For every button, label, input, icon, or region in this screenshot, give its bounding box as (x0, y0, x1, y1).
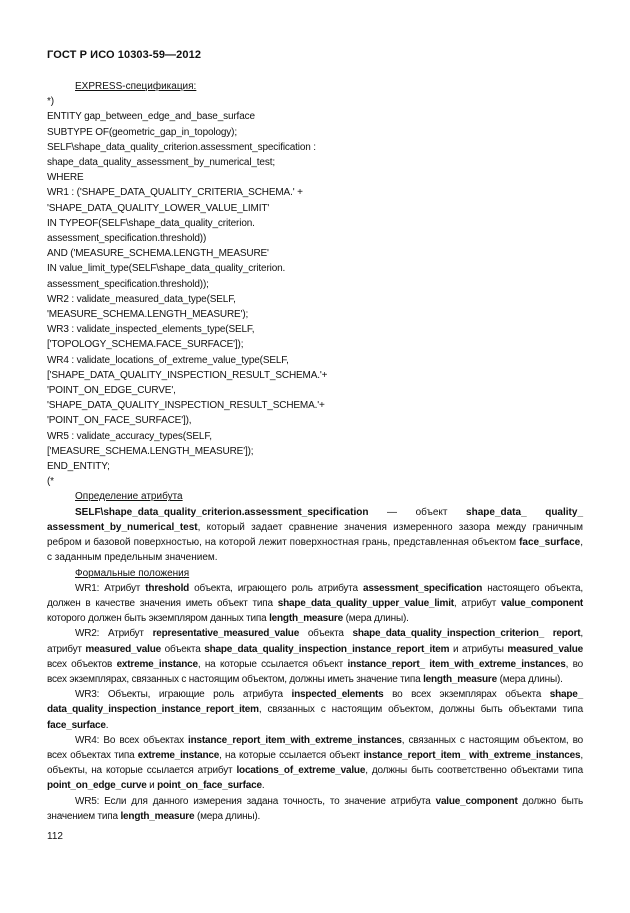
code-line: SUBTYPE OF(geometric_gap_in_topology); (47, 126, 237, 138)
text-run: — объект (368, 506, 467, 518)
term: measured_value (85, 643, 162, 655)
term: point_on_face_surface (157, 780, 262, 792)
term: instance_report_ item_with_extreme_instances (347, 658, 566, 670)
text-run: которого должен быть экземпляром данных типа (47, 613, 270, 625)
code-line: END_ENTITY; (47, 461, 110, 473)
code-line: shape_data_quality_assessment_by_numerical_test; (47, 157, 275, 169)
term: assessment_specification (362, 582, 483, 594)
text-run: , объекты, на которые ссылается атрибут (47, 749, 583, 777)
code-line: assessment_specification.threshold)) (47, 233, 207, 245)
attribute-definition-heading: Определение атрибута (75, 491, 183, 503)
term: measured_value (507, 643, 583, 655)
text-run: объекта (299, 628, 353, 640)
code-line: SELF\shape_data_quality_criterion.assessment_specification : (47, 141, 316, 153)
text-run: , который задает сравнение значения измеренного зазора между граничным ребром и базовой поверхностью, на которой лежит поверхностная грань, представленная объектом (47, 521, 583, 549)
code-line: WR5 : validate_accuracy_types(SELF, (47, 430, 212, 442)
code-line: 'POINT_ON_EDGE_CURVE', (47, 385, 176, 397)
text-run: (мера длины). (496, 673, 563, 685)
text-run: . (261, 780, 265, 792)
rule-wr1 (47, 581, 583, 627)
term: value_component (500, 597, 583, 609)
term: instance_report_item_with_extreme_instances (188, 734, 402, 746)
text-run: , связанных с настоящим объектом, во всех объектах типа (47, 734, 583, 761)
rule-wr5 (47, 794, 583, 824)
term: face_surface (47, 719, 106, 731)
text-run: , атрибут (47, 628, 583, 655)
code-line: ['TOPOLOGY_SCHEMA.FACE_SURFACE']); (47, 339, 244, 351)
rule-wr3 (47, 687, 583, 733)
term: face_surface (519, 537, 581, 549)
page-number: 112 (47, 831, 63, 842)
term: shape_data_quality_upper_value_limit (277, 597, 454, 609)
term: extreme_instance (116, 658, 198, 670)
term: SELF\shape_data_quality_criterion.assessment_specification (75, 506, 369, 518)
code-line: WR1 : ('SHAPE_DATA_QUALITY_CRITERIA_SCHEMA.' + (47, 187, 303, 199)
code-line: assessment_specification.threshold)); (47, 278, 209, 290)
rule-wr2 (47, 626, 583, 687)
text-run: всех объектов (47, 658, 117, 670)
text-run: WR2: Атрибут (75, 628, 153, 640)
code-line: 'SHAPE_DATA_QUALITY_LOWER_VALUE_LIMIT' (47, 202, 270, 214)
code-line: ENTITY gap_between_edge_and_base_surface (47, 111, 255, 123)
term: locations_of_extreme_value (236, 765, 366, 777)
term: extreme_instance (137, 749, 220, 761)
term: shape_data_quality_inspection_instance_report_item (204, 643, 450, 655)
text-run: настоящего объекта, должен в качестве значения иметь объект типа (47, 582, 583, 609)
code-line: AND ('MEASURE_SCHEMA.LENGTH_MEASURE' (47, 248, 269, 260)
code-line: 'MEASURE_SCHEMA.LENGTH_MEASURE'); (47, 309, 249, 321)
term: instance_report_item_ with_extreme_instances (363, 749, 581, 761)
text-run: и атрибуты (449, 643, 508, 655)
document-body (47, 79, 583, 824)
code-line: 'POINT_ON_FACE_SURFACE']), (47, 415, 192, 427)
text-run: , атрибут (453, 597, 501, 609)
text-run: WR3: Объекты, играющие роль атрибута (75, 689, 292, 701)
rule-wr4 (47, 733, 583, 794)
code-line: IN value_limit_type(SELF\shape_data_quality_criterion. (47, 263, 286, 275)
text-run: и (146, 780, 158, 792)
term: value_component (435, 795, 518, 807)
text-run: WR5: Если для данного измерения задана точность, то значение атрибута (75, 795, 436, 807)
term: length_measure (269, 613, 343, 625)
code-line: WR3 : validate_inspected_elements_type(SELF, (47, 324, 255, 336)
code-line: 'SHAPE_DATA_QUALITY_INSPECTION_RESULT_SCHEMA.'+ (47, 400, 325, 412)
express-code-block (47, 94, 583, 489)
code-line: WR2 : validate_measured_data_type(SELF, (47, 293, 236, 305)
code-line: ['MEASURE_SCHEMA.LENGTH_MEASURE']); (47, 445, 254, 457)
formal-propositions-heading: Формальные положения (75, 567, 190, 579)
text-run: , на которые ссылается объект (219, 749, 364, 761)
code-line: IN TYPEOF(SELF\shape_data_quality_criterion. (47, 217, 255, 229)
text-run: . (105, 719, 109, 731)
term: threshold (145, 582, 190, 594)
text-run: должно быть значением типа (47, 795, 583, 822)
term: inspected_elements (291, 689, 384, 701)
text-run: , во всех экземплярах, связанных с настоящим объектом, должны иметь значение типа (47, 658, 583, 685)
express-heading: EXPRESS-спецификация: (75, 81, 197, 92)
text-run: , с заданным предельным значением. (47, 537, 583, 564)
text-run: WR1: Атрибут (75, 582, 146, 594)
code-line: ['SHAPE_DATA_QUALITY_INSPECTION_RESULT_SCHEMA.'+ (47, 369, 328, 381)
text-run: WR4: Во всех объектах (75, 734, 189, 746)
document-header: ГОСТ Р ИСО 10303-59—2012 (47, 49, 202, 61)
term: shape_data_ quality_ assessment_by_numerical_test (47, 506, 584, 533)
text-run: (мера длины). (342, 613, 409, 625)
attribute-definition-paragraph (47, 505, 583, 566)
text-run: объекта, играющего роль атрибута (189, 582, 363, 594)
code-line: (* (47, 476, 54, 488)
code-line: WR4 : validate_locations_of_extreme_value_type(SELF, (47, 354, 289, 366)
text-run: объекта (161, 643, 205, 655)
code-line: WHERE (47, 172, 84, 184)
term: representative_measured_value (152, 628, 300, 640)
text-run: (мера длины). (194, 810, 261, 822)
term: shape_data_quality_inspection_criterion_ report (352, 628, 581, 640)
text-run: , на которые ссылается объект (197, 658, 348, 670)
text-run: во всех экземплярах объекта (383, 689, 550, 701)
text-run: , должны быть соответственно объектами типа (365, 765, 583, 777)
term: length_measure (423, 673, 497, 685)
code-line: *) (47, 96, 54, 108)
term: shape_ data_quality_inspection_instance_report_item (47, 689, 583, 716)
term: point_on_edge_curve (47, 780, 147, 792)
term: length_measure (120, 810, 195, 822)
text-run: , связанных с настоящим объектом, должны быть объектами типа (258, 704, 583, 716)
